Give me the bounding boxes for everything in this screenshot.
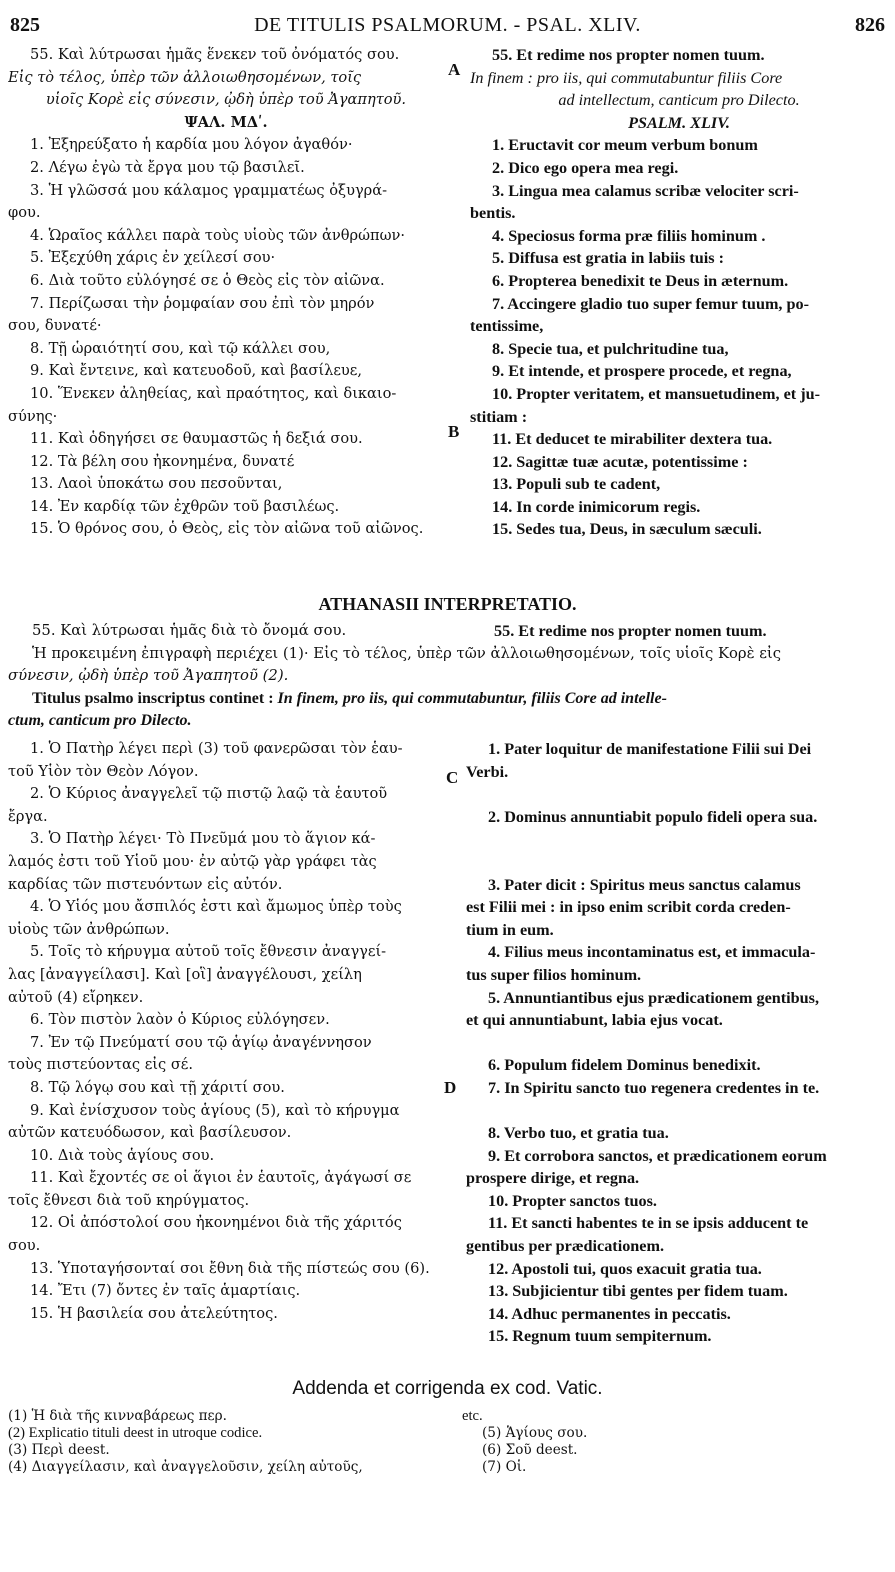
greek-line: 15. Ὁ θρόνος σου, ὁ Θεὸς, εἰς τὸν αἰῶνα τοῦ αἰῶνος. [30, 520, 424, 538]
latin-spacer [466, 828, 888, 851]
latin-line: tentissime, [470, 317, 544, 336]
latin-line: prospere dirige, et regna. [466, 1169, 640, 1188]
latin-line: 7. In Spiritu sancto tuo regenera credentes in te. [488, 1078, 820, 1097]
latin-psalm-column [470, 44, 888, 541]
latin-line: tium in eum. [466, 920, 554, 939]
greek-line: φου. [8, 204, 41, 222]
latin-line: 1. Eructavit cor meum verbum bonum [492, 136, 758, 155]
greek-line: λαμός ἐστι τοῦ Υἱοῦ μου· ἐν αὐτῷ γὰρ γράφει τὰς [8, 852, 377, 870]
latin-line: 1. Pater loquitur de manifestatione Filii sui Dei [488, 740, 812, 758]
latin-line: et qui annuntiabunt, labia ejus vocat. [466, 1011, 723, 1030]
page-number-left: 825 [10, 14, 40, 36]
latin-line: 7. Accingere gladio tuo super femur tuum, po- [492, 294, 810, 313]
addenda-note: (6) Σοῦ deest. [482, 1442, 578, 1458]
addenda-note: (4) Διαγγείλασιν, καὶ ἀναγγελοῦσιν, χείλη αὐτοῦς, [8, 1459, 363, 1475]
margin-marker-d: D [444, 1078, 457, 1097]
latin-line: bentis. [470, 204, 516, 223]
latin-line: 14. In corde inimicorum regis. [492, 497, 701, 516]
greek-line: σου, δυνατέ· [8, 317, 102, 335]
greek-line: λας [ἀναγγείλασι]. Καὶ [οἳ] ἀναγγέλουσι, χείλη [8, 965, 362, 983]
intro-latin-verse: 55. Et redime nos propter nomen tuum. [494, 622, 767, 640]
greek-line: 7. Περίζωσαι τὴν ῥομφαίαν σου ἐπὶ τὸν μηρόν [30, 294, 375, 312]
greek-line: αὐτοῦ (4) εἴρηκεν. [8, 988, 144, 1006]
greek-line: 8. Τῇ ὡραιότητί σου, καὶ τῷ κάλλει σου, [30, 339, 331, 357]
page-number-right: 826 [855, 14, 885, 36]
latin-line: 4. Speciosus forma præ filiis hominum . [492, 226, 766, 245]
greek-line: υἱοῖς Κορὲ εἰς σύνεσιν, ᾠδὴ ὑπὲρ τοῦ Ἀγαπητοῦ. [45, 91, 407, 109]
intro-latin-title: In finem, pro iis, qui commutabuntur, filiis Core ad intelle- [277, 689, 667, 707]
latin-line: 6. Populum fidelem Dominus benedixit. [488, 1056, 761, 1075]
latin-line: 12. Sagittæ tuæ acutæ, potentissime : [492, 452, 748, 471]
running-header [0, 14, 895, 40]
greek-line: 7. Ἐν τῷ Πνεύματί σου τῷ ἁγίῳ ἀναγέννησον [30, 1033, 372, 1051]
intro-greek-verse: 55. Καὶ λύτρωσαι ἡμᾶς διὰ τὸ ὄνομά σου. [32, 622, 347, 639]
latin-line: 6. Propterea benedixit te Deus in æternum. [492, 271, 789, 290]
latin-line: 3. Lingua mea calamus scribæ velociter scri- [492, 181, 799, 200]
latin-line: 5. Diffusa est gratia in labiis tuis : [492, 249, 725, 268]
greek-psalm-heading: ΨΑΛ. ΜΔʹ. [184, 113, 268, 131]
intro-greek-line: σύνεσιν, ᾠδὴ ὑπὲρ τοῦ Ἀγαπητοῦ (2). [8, 667, 289, 685]
latin-line: 2. Dominus annuntiabit populo fideli opera sua. [488, 807, 818, 826]
addenda-right-notes [462, 1408, 762, 1476]
greek-line: 11. Καὶ ὁδηγήσει σε θαυμαστῶς ἡ δεξιά σου. [30, 430, 363, 448]
greek-line: 3. Ἡ γλῶσσά μου κάλαμος γραμματέως ὀξυγρά- [30, 181, 388, 199]
addenda-note: (7) Οἱ. [482, 1459, 527, 1475]
latin-line: 8. Verbo tuo, et gratia tua. [488, 1124, 669, 1143]
latin-line: 8. Specie tua, et pulchritudine tua, [492, 339, 729, 358]
latin-line: 15. Sedes tua, Deus, in sæculum sæculi. [492, 520, 762, 539]
greek-line: 15. Ἡ βασιλεία σου ἀτελεύτητος. [30, 1304, 278, 1322]
latin-line: 15. Regnum tuum sempiternum. [488, 1327, 712, 1346]
addenda-note: (2) Explicatio tituli deest in utroque codice. [8, 1425, 263, 1441]
addenda-note: (3) Περὶ deest. [8, 1442, 110, 1458]
section-title: ATHANASII INTERPRETATIO. [318, 594, 577, 614]
greek-line: Εἰς τὸ τέλος, ὑπὲρ τῶν ἀλλοιωθησομένων, τοῖς [8, 68, 362, 86]
greek-line: καρδίας τῶν πιστευόντων εἰς αὐτόν. [8, 875, 283, 893]
latin-spacer [466, 1100, 888, 1123]
greek-line: τοῖς ἔθνεσι διὰ τοῦ κηρύγματος. [8, 1191, 250, 1209]
greek-line: 9. Καὶ ἔντεινε, καὶ κατευοδοῦ, καὶ βασίλευε, [30, 362, 362, 380]
latin-spacer [466, 1032, 888, 1055]
margin-marker-a: A [448, 60, 461, 79]
latin-line: 13. Subjicientur tibi gentes per fidem tuam. [488, 1282, 788, 1301]
latin-line: 55. Et redime nos propter nomen tuum. [492, 46, 765, 64]
latin-line: 9. Et intende, et prospere procede, et regna, [492, 362, 792, 381]
greek-line: 9. Καὶ ἐνίσχυσον τοὺς ἁγίους (5), καὶ τὸ κήρυγμα [30, 1101, 400, 1119]
latin-line: Verbi. [466, 762, 509, 781]
greek-line: 5. Ἐξεχύθη χάρις ἐν χείλεσί σου· [30, 249, 276, 267]
latin-spacer [466, 783, 888, 806]
intro-greek-line: Ἡ προκειμένη ἐπιγραφὴ περιέχει (1)· Εἰς τὸ τέλος, ὑπὲρ τῶν ἀλλοιωθησομένων, τοῖς υἱοῖς Κορὲ εἰς [32, 644, 782, 662]
greek-line: 6. Τὸν πιστὸν λαὸν ὁ Κύριος εὐλόγησεν. [30, 1011, 330, 1029]
greek-line: 11. Καὶ ἔχοντές σε οἱ ἅγιοι ἐν ἑαυτοῖς, ἀγάγωσί σε [30, 1169, 412, 1187]
greek-line: 1. Ὁ Πατὴρ λέγει περὶ (3) τοῦ φανερῶσαι τὸν ἑαυ- [30, 740, 403, 757]
greek-line: 5. Τοῖς τὸ κήρυγμα αὐτοῦ τοῖς ἔθνεσιν ἀναγγεί- [30, 943, 387, 961]
greek-line: 2. Λέγω ἐγὼ τὰ ἔργα μου τῷ βασιλεῖ. [30, 158, 305, 176]
greek-line: 55. Καὶ λύτρωσαι ἡμᾶς ἕνεκεν τοῦ ὀνόματός σου. [30, 46, 400, 63]
greek-line: 14. Ἔτι (7) ὄντες ἐν ταῖς ἁμαρτίαις. [30, 1282, 301, 1300]
greek-line: 14. Ἐν καρδίᾳ τῶν ἐχθρῶν τοῦ βασιλέως. [30, 497, 340, 515]
greek-line: 8. Τῷ λόγῳ σου καὶ τῇ χάριτί σου. [30, 1078, 285, 1096]
addenda-note: etc. [462, 1408, 483, 1424]
greek-line: 3. Ὁ Πατὴρ λέγει· Τὸ Πνεῦμά μου τὸ ἅγιον κά- [30, 830, 376, 848]
intro-latin-text: Titulus psalmo inscriptus continet : [32, 689, 278, 707]
greek-line: 12. Οἱ ἀπόστολοί σου ἠκονημένοι διὰ τῆς χάριτός [30, 1214, 402, 1232]
addenda-note: (5) Ἁγίους σου. [482, 1425, 588, 1441]
page-title: DE TITULIS PSALMORUM. - PSAL. XLIV. [254, 14, 641, 36]
latin-line: 12. Apostoli tui, quos exacuit gratia tua. [488, 1259, 762, 1278]
margin-marker-b: B [448, 422, 460, 441]
latin-line: 11. Et sancti habentes te in se ipsis adducent te [488, 1214, 809, 1233]
latin-line: est Filii mei : in ipso enim scribit corda creden- [466, 898, 791, 917]
latin-line: 10. Propter veritatem, et mansuetudinem, et ju- [492, 384, 821, 403]
latin-line: 4. Filius meus incontaminatus est, et immacula- [488, 943, 816, 962]
intro-latin-line: ctum, canticum pro Dilecto. [8, 712, 192, 730]
latin-line: In finem : pro iis, qui commutabuntur filiis Core [470, 68, 783, 87]
greek-line: 4. Ὁ Υἱός μου ἄσπιλός ἐστι καὶ ἄμωμος ὑπὲρ τοὺς [30, 898, 402, 916]
addenda-left-notes [8, 1408, 458, 1476]
greek-line: 6. Διὰ τοῦτο εὐλόγησέ σε ὁ Θεὸς εἰς τὸν αἰῶνα. [30, 271, 385, 289]
greek-line: 10. Ἕνεκεν ἀληθείας, καὶ πραότητος, καὶ δικαιο- [30, 384, 397, 402]
greek-line: 4. Ὡραῖος κάλλει παρὰ τοὺς υἱοὺς τῶν ἀνθρώπων· [30, 226, 406, 244]
greek-line: σύνης· [8, 407, 58, 425]
greek-psalm-column [8, 44, 444, 541]
latin-line: 10. Propter sanctos tuos. [488, 1191, 657, 1210]
greek-line: τοῦ Υἱὸν τὸν Θεὸν Λόγον. [8, 762, 199, 780]
latin-line: gentibus per prædicationem. [466, 1237, 665, 1256]
latin-line: 11. Et deducet te mirabiliter dextera tua. [492, 430, 773, 449]
latin-line: stitiam : [470, 407, 528, 426]
addenda-title: Addenda et corrigenda ex cod. Vatic. [292, 1378, 603, 1399]
greek-line: 10. Διὰ τοὺς ἁγίους σου. [30, 1146, 215, 1164]
greek-line: 13. Λαοὶ ὑποκάτω σου πεσοῦνται, [30, 475, 283, 493]
greek-line: 1. Ἐξηρεύξατο ἡ καρδία μου λόγον ἀγαθόν· [30, 136, 353, 154]
latin-line: 2. Dico ego opera mea regi. [492, 158, 679, 177]
latin-line: ad intellectum, canticum pro Dilecto. [558, 91, 800, 110]
latin-line: 9. Et corrobora sanctos, et prædicationem eorum [488, 1146, 827, 1165]
latin-line: 3. Pater dicit : Spiritus meus sanctus calamus [488, 875, 801, 894]
latin-spacer [466, 851, 888, 874]
greek-line: 2. Ὁ Κύριος ἀναγγελεῖ τῷ πιστῷ λαῷ τὰ ἑαυτοῦ [30, 785, 388, 803]
addenda-note: (1) Ἡ διὰ τῆς κινναβάρεως περ. [8, 1408, 227, 1424]
greek-line: τοὺς πιστεύοντας εἰς σέ. [8, 1056, 193, 1074]
latin-interpretation-column [466, 738, 888, 1348]
greek-line: 13. Ὑποταγήσονταί σοι ἔθνη διὰ τῆς πίστεώς σου (6). [30, 1259, 430, 1277]
latin-line: 14. Adhuc permanentes in peccatis. [488, 1304, 731, 1323]
greek-line: υἱοὺς τῶν ἀνθρώπων. [8, 920, 170, 938]
margin-marker-c: C [446, 768, 459, 787]
greek-line: ἔργα. [8, 807, 48, 825]
greek-line: αὐτῶν κατευόδωσον, καὶ βασίλευσον. [8, 1124, 292, 1142]
latin-line: 13. Populi sub te cadent, [492, 475, 661, 494]
latin-psalm-heading: PSALM. XLIV. [628, 113, 730, 132]
latin-line: 5. Annuntiantibus ejus prædicationem gentibus, [488, 988, 820, 1007]
greek-interpretation-column [8, 738, 444, 1325]
interpretation-intro [8, 620, 888, 733]
greek-line: 12. Τὰ βέλη σου ἠκονημένα, δυνατέ [30, 452, 295, 470]
greek-line: σου. [8, 1237, 41, 1255]
latin-line: tus super filios hominum. [466, 965, 642, 984]
